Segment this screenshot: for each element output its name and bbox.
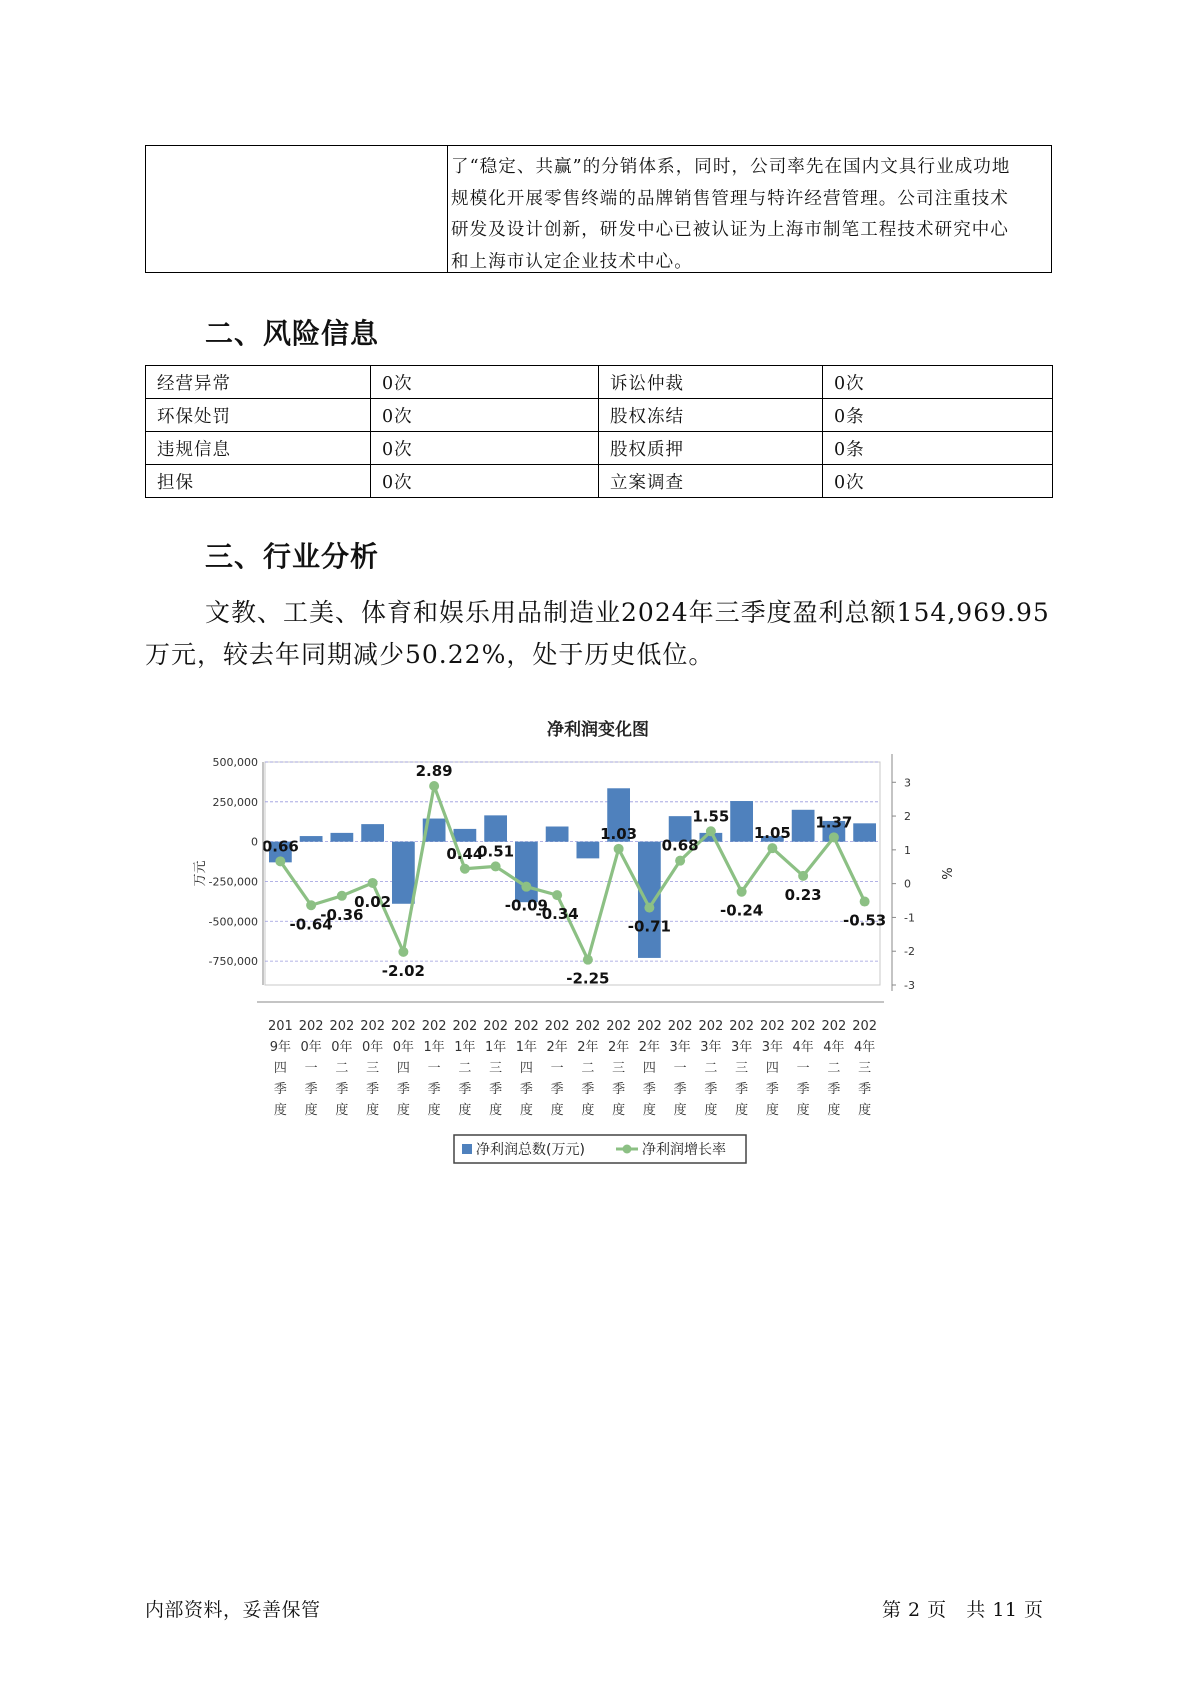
legend-entry-bar: 净利润总数(万元): [476, 1142, 585, 1158]
x-tick-label: 二: [458, 1061, 472, 1076]
x-tick-label: 0年: [392, 1040, 415, 1055]
risk-value: 0次: [371, 399, 599, 432]
x-tick-label: 3年: [669, 1040, 691, 1055]
intro-table-text-cell: [448, 146, 1051, 272]
industry-paragraph-line: 文教、工美、体育和娱乐用品制造业2024年三季度盈利总额154,969.95: [205, 598, 1050, 627]
x-tick-label: 2年: [577, 1040, 599, 1055]
x-tick-label: 3年: [730, 1040, 753, 1055]
x-tick-label: 202: [452, 1019, 478, 1034]
risk-value: 0次: [823, 366, 1053, 399]
data-label: -0.24: [720, 901, 764, 920]
risk-label: 环保处罚: [146, 399, 371, 432]
x-tick-label: 3年: [761, 1040, 784, 1055]
data-label: 0.02: [354, 892, 392, 911]
growth-rate-point: [460, 864, 470, 874]
data-label: 2.89: [415, 761, 453, 780]
growth-rate-point: [737, 887, 747, 897]
x-tick-label: 2年: [638, 1040, 661, 1055]
x-tick-label: 二: [704, 1061, 718, 1076]
bar: [792, 810, 815, 842]
x-tick-label: 三: [366, 1061, 380, 1076]
growth-rate-point: [275, 856, 285, 866]
x-tick-label: 季: [796, 1082, 810, 1097]
x-tick-label: 9年: [269, 1040, 292, 1055]
growth-rate-point: [368, 878, 378, 888]
data-label: 1.37: [815, 813, 853, 832]
x-tick-label: 三: [489, 1061, 503, 1076]
growth-rate-point: [337, 891, 347, 901]
x-tick-label: 度: [642, 1103, 656, 1118]
net-profit-chart: [180, 710, 953, 1170]
bar: [300, 836, 323, 842]
x-tick-label: 202: [606, 1019, 632, 1034]
x-tick-label: 四: [765, 1061, 779, 1076]
risk-value: 0条: [823, 399, 1053, 432]
x-tick-label: 4年: [853, 1040, 876, 1055]
y-right-tick-label: 3: [904, 776, 911, 790]
x-tick-label: 度: [489, 1103, 503, 1118]
x-tick-label: 季: [858, 1082, 872, 1097]
data-label: -0.64: [289, 915, 333, 934]
data-label: -2.02: [381, 961, 425, 980]
x-tick-label: 202: [852, 1019, 878, 1034]
data-label: 0.66: [261, 837, 299, 856]
risk-value: 0次: [371, 366, 599, 399]
growth-rate-point: [614, 844, 624, 854]
table-row: [146, 366, 1053, 399]
bar: [330, 833, 353, 842]
data-label: -0.53: [843, 911, 887, 930]
x-tick-label: 202: [759, 1019, 785, 1034]
x-tick-label: 季: [704, 1082, 718, 1097]
data-label: -0.71: [627, 917, 671, 936]
x-tick-label: 202: [298, 1019, 324, 1034]
x-tick-label: 度: [765, 1103, 779, 1118]
growth-rate-point: [521, 882, 531, 892]
x-tick-label: 202: [729, 1019, 755, 1034]
x-tick-label: 202: [513, 1019, 539, 1034]
x-tick-label: 202: [698, 1019, 724, 1034]
x-tick-label: 季: [335, 1082, 349, 1097]
risk-label: 违规信息: [146, 432, 371, 465]
legend-bar-swatch: [462, 1144, 472, 1154]
risk-value: 0条: [823, 432, 1053, 465]
x-tick-label: 季: [396, 1082, 410, 1097]
x-tick-label: 季: [735, 1082, 749, 1097]
x-tick-label: 季: [673, 1082, 687, 1097]
bar: [638, 842, 661, 958]
x-tick-label: 一: [550, 1061, 564, 1076]
risk-label: 立案调查: [599, 465, 823, 498]
y-left-tick-label: -500,000: [208, 915, 258, 929]
intro-line: 和上海市认定企业技术中心。: [451, 251, 693, 272]
growth-rate-point: [767, 843, 777, 853]
x-tick-label: 度: [427, 1103, 441, 1118]
x-tick-label: 季: [366, 1082, 380, 1097]
x-tick-label: 二: [581, 1061, 595, 1076]
x-tick-label: 度: [273, 1103, 287, 1118]
x-tick-label: 季: [519, 1082, 533, 1097]
y-right-axis-title: %: [938, 867, 953, 880]
risk-label: 股权冻结: [599, 399, 823, 432]
bar: [361, 824, 384, 842]
growth-rate-point: [675, 856, 685, 866]
x-tick-label: 季: [427, 1082, 441, 1097]
table-row: [146, 465, 1053, 498]
x-tick-label: 度: [581, 1103, 595, 1118]
risk-value: 0次: [371, 465, 599, 498]
table-row: [146, 399, 1053, 432]
x-tick-label: 度: [704, 1103, 718, 1118]
x-tick-label: 季: [612, 1082, 626, 1097]
x-tick-label: 1年: [515, 1040, 538, 1055]
x-tick-label: 度: [550, 1103, 564, 1118]
x-tick-label: 季: [642, 1082, 656, 1097]
x-tick-label: 三: [735, 1061, 749, 1076]
plot-area-frame: [265, 762, 880, 985]
data-label: -2.25: [566, 969, 610, 988]
industry-paragraph-line: 万元，较去年同期减少50.22%，处于历史低位。: [145, 640, 715, 669]
y-left-tick-label: -750,000: [208, 955, 258, 969]
x-tick-label: 季: [550, 1082, 564, 1097]
section-title-industry: 三、行业分析: [205, 540, 380, 573]
growth-rate-line: [280, 786, 864, 960]
y-right-tick-label: 0: [904, 877, 911, 891]
x-tick-label: 四: [519, 1061, 533, 1076]
x-tick-label: 201: [267, 1019, 293, 1034]
intro-line: 规模化开展零售终端的品牌销售管理与特许经营管理。公司注重技术: [451, 188, 1009, 209]
x-tick-label: 202: [483, 1019, 509, 1034]
x-tick-label: 度: [396, 1103, 410, 1118]
risk-label: 经营异常: [146, 366, 371, 399]
growth-rate-point: [306, 900, 316, 910]
y-left-tick-label: 500,000: [212, 756, 258, 769]
x-tick-label: 三: [858, 1061, 872, 1076]
x-tick-label: 度: [366, 1103, 380, 1118]
growth-rate-point: [583, 955, 593, 965]
y-left-tick-label: -250,000: [208, 875, 258, 889]
x-tick-label: 0年: [300, 1040, 322, 1055]
x-tick-label: 度: [519, 1103, 533, 1118]
x-tick-label: 202: [636, 1019, 662, 1034]
x-tick-label: 季: [581, 1082, 595, 1097]
x-tick-label: 四: [273, 1061, 287, 1076]
growth-rate-point: [860, 897, 870, 907]
footer-left: 内部资料，妥善保管: [145, 1599, 321, 1621]
legend-line-marker: [623, 1145, 632, 1154]
x-tick-label: 202: [821, 1019, 847, 1034]
x-tick-label: 度: [673, 1103, 687, 1118]
x-tick-label: 202: [575, 1019, 601, 1034]
risk-value: 0次: [823, 465, 1053, 498]
y-right-tick-label: 2: [904, 810, 911, 824]
data-label: 0.23: [784, 885, 822, 904]
bar: [453, 829, 476, 842]
y-right-tick-label: -2: [904, 945, 915, 959]
chart-svg: [180, 710, 953, 1170]
y-right-tick-label: -1: [904, 911, 915, 925]
data-label: 0.51: [477, 842, 515, 861]
intro-line: 研发及设计创新，研发中心已被认证为上海市制笔工程技术研究中心: [451, 220, 1009, 240]
x-tick-label: 4年: [792, 1040, 814, 1055]
risk-label: 诉讼仲裁: [599, 366, 823, 399]
data-label: 1.05: [753, 824, 791, 843]
y-left-tick-label: 0: [251, 835, 258, 849]
x-tick-label: 度: [458, 1103, 472, 1118]
x-tick-label: 一: [304, 1061, 318, 1076]
x-tick-label: 季: [273, 1082, 287, 1097]
bar: [546, 827, 569, 842]
footer-page-number: 第 2 页 共 11 页: [882, 1599, 1044, 1621]
risk-value: 0次: [371, 432, 599, 465]
y-right-tick-label: -3: [904, 979, 915, 992]
data-label: 0.68: [661, 836, 699, 855]
data-label: 0.44: [446, 844, 484, 863]
x-tick-label: 度: [858, 1103, 872, 1118]
y-right-tick-label: 1: [904, 843, 911, 857]
data-label: 1.55: [692, 807, 730, 826]
risk-label: 担保: [146, 465, 371, 498]
x-tick-label: 季: [827, 1082, 841, 1097]
x-tick-label: 202: [390, 1019, 416, 1034]
x-tick-label: 一: [427, 1061, 441, 1076]
x-tick-label: 季: [458, 1082, 472, 1097]
growth-rate-point: [644, 903, 654, 913]
x-tick-label: 度: [612, 1103, 626, 1118]
growth-rate-point: [429, 781, 439, 791]
bar: [576, 842, 599, 859]
risk-table: [145, 365, 1053, 498]
x-tick-label: 202: [360, 1019, 386, 1034]
growth-rate-point: [491, 861, 501, 871]
x-tick-label: 202: [421, 1019, 447, 1034]
bar: [515, 842, 538, 903]
y-left-tick-label: 250,000: [212, 795, 258, 809]
growth-rate-point: [829, 832, 839, 842]
x-tick-label: 季: [489, 1082, 503, 1097]
data-label: -0.34: [535, 905, 579, 924]
x-tick-label: 4年: [823, 1040, 845, 1055]
intro-table-empty-cell: [146, 146, 448, 272]
section-title-risk: 二、风险信息: [205, 317, 380, 350]
y-left-axis-title: 万元: [193, 860, 208, 887]
x-tick-label: 二: [335, 1061, 349, 1076]
data-label: -0.36: [320, 905, 364, 924]
legend-entry-line: 净利润增长率: [642, 1142, 726, 1158]
data-label: -0.09: [504, 896, 548, 915]
x-tick-label: 1年: [423, 1040, 445, 1055]
growth-rate-point: [798, 871, 808, 881]
growth-rate-point: [706, 826, 716, 836]
x-tick-label: 1年: [454, 1040, 476, 1055]
x-tick-label: 一: [673, 1061, 687, 1076]
x-tick-label: 四: [642, 1061, 656, 1076]
x-tick-label: 四: [396, 1061, 410, 1076]
x-tick-label: 2年: [607, 1040, 630, 1055]
x-tick-label: 2年: [546, 1040, 568, 1055]
x-tick-label: 3年: [700, 1040, 722, 1055]
x-tick-label: 季: [304, 1082, 318, 1097]
data-label: 1.03: [600, 824, 638, 843]
x-tick-label: 202: [544, 1019, 570, 1034]
x-tick-label: 度: [796, 1103, 810, 1118]
bar: [392, 842, 415, 904]
x-tick-label: 度: [304, 1103, 318, 1118]
risk-label: 股权质押: [599, 432, 823, 465]
x-tick-label: 三: [612, 1061, 626, 1076]
x-tick-label: 202: [667, 1019, 693, 1034]
chart-title: 净利润变化图: [547, 720, 649, 740]
x-tick-label: 度: [827, 1103, 841, 1118]
x-tick-label: 202: [790, 1019, 816, 1034]
x-tick-label: 0年: [361, 1040, 384, 1055]
growth-rate-point: [398, 947, 408, 957]
table-row: [146, 432, 1053, 465]
x-tick-label: 度: [735, 1103, 749, 1118]
intro-line: 了“稳定、共赢”的分销体系，同时，公司率先在国内文具行业成功地: [451, 157, 1011, 177]
growth-rate-point: [552, 890, 562, 900]
bar: [484, 815, 507, 841]
bar: [730, 801, 753, 842]
x-tick-label: 度: [335, 1103, 349, 1118]
x-tick-label: 1年: [484, 1040, 507, 1055]
intro-table: [145, 145, 1052, 273]
x-tick-label: 一: [796, 1061, 810, 1076]
x-tick-label: 二: [827, 1061, 841, 1076]
x-tick-label: 202: [329, 1019, 355, 1034]
x-tick-label: 0年: [331, 1040, 353, 1055]
bar: [853, 823, 876, 841]
x-tick-label: 季: [765, 1082, 779, 1097]
